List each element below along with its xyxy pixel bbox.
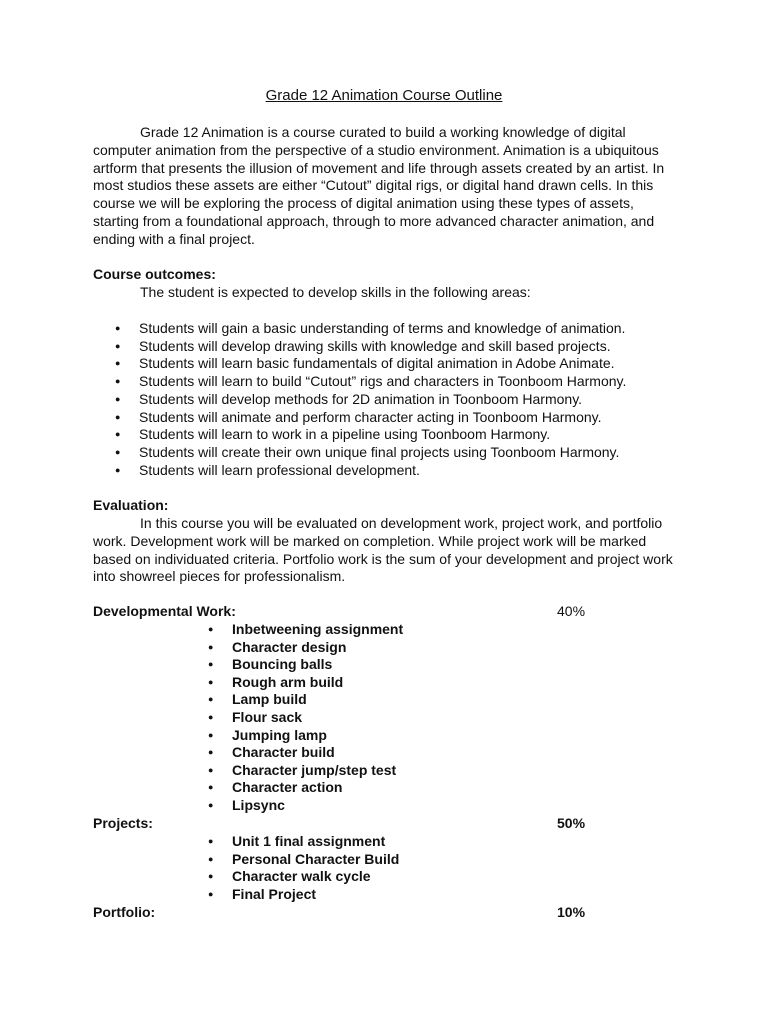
intro-paragraph xyxy=(93,124,683,249)
list-item: ● Students will create their own unique final projects using Toonboom Harmony. xyxy=(93,444,626,462)
list-item: ● Students will learn professional development. xyxy=(93,462,626,480)
list-item: ● Lipsync xyxy=(186,797,403,815)
list-item: ● Students will develop drawing skills with knowledge and skill based projects. xyxy=(93,338,626,356)
developmental-label: Developmental Work: xyxy=(93,603,236,619)
page-title: Grade 12 Animation Course Outline xyxy=(265,87,503,104)
list-item: ● Unit 1 final assignment xyxy=(186,833,399,851)
evaluation-text: In this course you will be evaluated on development work, project work, and portfolio work. Development work will be marked on completion. While project work will be marked based on individuated criteria. Portfolio work is the sum of your development and project work into showreel pieces for professionalism. xyxy=(93,515,673,585)
list-item: ● Students will animate and perform character acting in Toonboom Harmony. xyxy=(93,409,626,427)
list-item: ● Character jump/step test xyxy=(186,762,403,780)
outcomes-heading: Course outcomes: xyxy=(93,266,216,282)
list-item: ● Character design xyxy=(186,639,403,657)
list-item: ● Jumping lamp xyxy=(186,727,403,745)
list-item: ● Students will learn to build “Cutout” rigs and characters in Toonboom Harmony. xyxy=(93,373,626,391)
list-item: ● Lamp build xyxy=(186,691,403,709)
intro-text: Grade 12 Animation is a course curated to build a working knowledge of digital computer animation from the perspective of a studio environment. Animation is a ubiquitous artform that presents the illusion of movement and life through assets created by an artist. In most studios these assets are either “Cutout” digital rigs, or digital hand drawn cells. In this course we will be exploring the process of digital animation using these types of assets, starting from a foundational approach, through to more advanced character animation, and ending with a final project. xyxy=(93,124,665,247)
evaluation-paragraph xyxy=(93,515,683,586)
list-item: ● Students will learn to work in a pipeline using Toonboom Harmony. xyxy=(93,426,626,444)
evaluation-heading: Evaluation: xyxy=(93,497,169,513)
developmental-list xyxy=(186,621,403,815)
list-item: ● Inbetweening assignment xyxy=(186,621,403,639)
list-item: ● Students will learn basic fundamentals of digital animation in Adobe Animate. xyxy=(93,355,626,373)
list-item: ● Final Project xyxy=(186,886,399,904)
list-item: ● Personal Character Build xyxy=(186,851,399,869)
developmental-percent: 40% xyxy=(557,603,586,619)
list-item: ● Character action xyxy=(186,779,403,797)
list-item: ● Character walk cycle xyxy=(186,868,399,886)
list-item: ● Students will gain a basic understanding of terms and knowledge of animation. xyxy=(93,320,626,338)
projects-percent: 50% xyxy=(557,815,586,831)
projects-list xyxy=(186,833,399,903)
projects-label: Projects: xyxy=(93,815,153,831)
outcomes-list xyxy=(93,320,626,479)
list-item: ● Students will develop methods for 2D animation in Toonboom Harmony. xyxy=(93,391,626,409)
list-item: ● Character build xyxy=(186,744,403,762)
portfolio-percent: 10% xyxy=(557,904,586,920)
list-item: ● Bouncing balls xyxy=(186,656,403,674)
list-item: ● Rough arm build xyxy=(186,674,403,692)
portfolio-label: Portfolio: xyxy=(93,904,156,920)
list-item: ● Flour sack xyxy=(186,709,403,727)
outcomes-lead: The student is expected to develop skills in the following areas: xyxy=(140,284,531,300)
